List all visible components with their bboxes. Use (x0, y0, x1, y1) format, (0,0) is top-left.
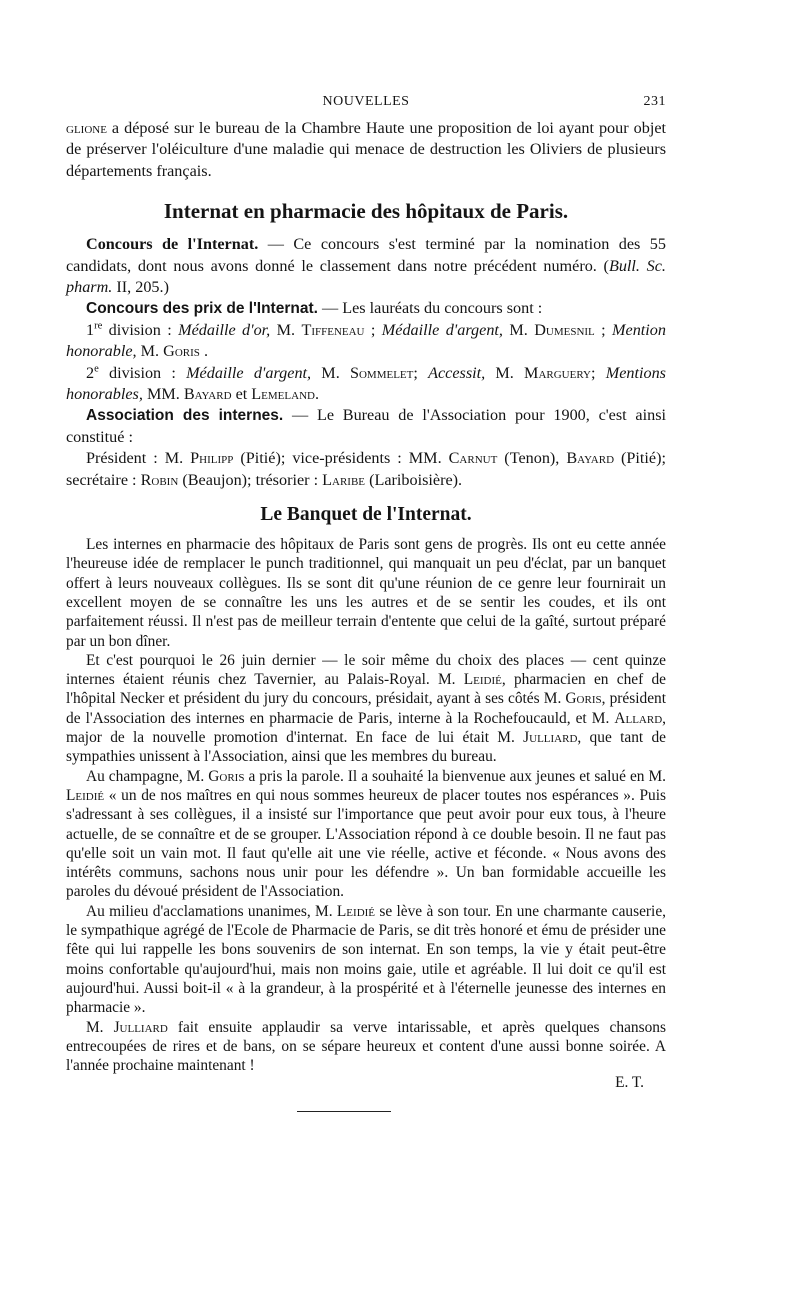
section-title-internat: Internat en pharmacie des hôpitaux de Paris. (163, 199, 569, 224)
person-name: Leidié (336, 902, 376, 920)
text: ; (364, 320, 382, 339)
division-2-sup: e (94, 363, 99, 375)
concours-heading: Concours de l'Internat. (86, 235, 259, 254)
text: , major de la nouvelle promotion d'internat. En face de lui était M. (66, 709, 666, 747)
text: M. (270, 320, 302, 339)
page-content (66, 94, 666, 1112)
text: « un de nos maîtres en qui nous sommes heureux de placer toutes nos espérances ». Puis s'adressant à ses collègues, il a insisté sur l'importance que peut avoir pour eux tous, à l'heure actuelle, de se connaître et de se grouper. L'Association répond à ce double besoin. Il ne faut pas qu'elle soit un vain mot. Il faut qu'elle ait une vie réelle, active et féconde. « Nous avons des intérêts communs, sachons nous unir pour les défendre ». Un ban formidable accueille les paroles du dévoué président de l'Association. (66, 786, 666, 901)
laureate-name: Goris (163, 342, 200, 361)
division-2-number: 2 (86, 363, 95, 382)
laureate-name: Marguery (524, 363, 592, 382)
prix-text: — Les lauréats du concours sont : (317, 299, 543, 318)
banquet-paragraph-3 (66, 767, 666, 902)
banquet-paragraph-1: Les internes en pharmacie des hôpitaux de Paris sont gens de progrès. Ils ont eu cette année l'heureuse idée de remplacer le punch traditionnel, qui manquait un peu d'éclat, par un banquet offert à leurs nouveaux collègues. Ils se sont dit qu'une réunion de ce genre leur fournirait un excellent moyen de se connaître les uns les autres et de se sentir les coudes, et ils ont parfaitement réussi. Il n'est pas de meilleur terrain d'entente que celui de la gaîté, surtout préparé par un bon dîner. (66, 536, 666, 650)
text: Au champagne, M. (86, 767, 209, 785)
accessit: Accessit, (428, 363, 486, 382)
division-1-sup: re (94, 320, 103, 332)
text: ; (594, 320, 613, 339)
intro-text: a déposé sur le bureau de la Chambre Haute une proposition de loi ayant pour objet de préserver l'oléiculture d'une maladie qui menace de destruction les Oliviers de plusieurs départements français. (66, 119, 666, 180)
text: Au milieu d'acclamations unanimes, M. (86, 902, 337, 920)
laureate-name: Dumesnil (534, 320, 595, 339)
person-name: Julliard (523, 729, 578, 747)
banquet-paragraph-4 (66, 902, 666, 1018)
page-number: 231 (643, 94, 666, 109)
person-name: Bayard (566, 449, 615, 468)
end-rule (297, 1111, 391, 1112)
medal-gold: Médaille d'or, (178, 320, 271, 339)
prix-paragraph (66, 298, 666, 319)
person-name: Julliard (113, 1018, 168, 1036)
text: (Pitié); vice-présidents : MM. (233, 449, 449, 468)
association-heading: Association des internes. (86, 407, 284, 425)
text: fait ensuite applaudir sa verve intarissable, et après quelques chansons entrecoupées de rires et de bans, on se sépare heureux et content d'une aussi bonne soirée. A l'année prochaine maintenant ! (66, 1018, 666, 1075)
laureate-name: Tiffeneau (301, 320, 365, 339)
text: M. (86, 1018, 114, 1036)
text: (Lariboisière). (365, 470, 463, 489)
medal-silver: Médaille d'argent, (186, 363, 312, 382)
text: se lève à son tour. En une charmante causerie, le sympathique agrégé de l'Ecole de Pharmacie de Paris, se dit très honoré et ému de présider une fête qui lui rappelle les bons souvenirs de son internat. En son temps, la vie y était peut-être moins confortable qu'aujourd'hui, mais non moins gaie, utile et agréable. Il lui doit ce qu'il est aujourd'hui. Aussi boit-il « à la grandeur, à la prospérité et à l'éternelle jeunesse des internes en pharmacie ». (66, 902, 667, 1017)
text: a pris la parole. Il a souhaité la bienvenue aux jeunes et salué en M. (244, 767, 667, 785)
banquet-paragraph-5 (66, 1018, 666, 1076)
person-name: Goris (208, 767, 245, 785)
concours-paragraph (66, 234, 666, 298)
text: M. (136, 342, 164, 361)
text: M. (502, 320, 535, 339)
signature: E. T. (615, 1074, 644, 1092)
text: (Pitié); secrétaire : (66, 449, 666, 489)
laureate-name: Sommelet (349, 363, 414, 382)
laureate-name: Lemeland (251, 385, 315, 404)
division-2-paragraph (66, 363, 666, 406)
person-name: Leidié (66, 786, 105, 804)
prix-heading: Concours des prix de l'Internat. (86, 300, 318, 318)
text: MM. (142, 385, 184, 404)
division-1-number: 1 (86, 320, 95, 339)
division-1-paragraph (66, 320, 666, 363)
text: Président : M. (86, 449, 191, 468)
person-name: Leidié (463, 671, 502, 689)
person-name: Laribe (322, 470, 366, 489)
text: . (199, 342, 208, 361)
text: (Tenon), (497, 449, 567, 468)
intro-paragraph (66, 118, 666, 182)
text: . (314, 385, 320, 404)
person-name: Allard (614, 709, 663, 727)
text: ; (591, 363, 606, 382)
bureau-paragraph (66, 448, 666, 491)
mentions-honorables: Mentions honorables, (66, 363, 666, 404)
person-name: Philipp (190, 449, 234, 468)
text: Et c'est pourquoi le 26 juin dernier — le soir même du choix des places — cent quinze internes étaient réunis chez Tavernier, au Palais-Royal. M. (66, 651, 666, 689)
person-name: Carnut (448, 449, 498, 468)
text: , pharmacien en chef de l'hôpital Necker et président du jury du concours, présidait, ayant à ses côtés M. (66, 671, 666, 708)
banquet-paragraph-2 (66, 651, 666, 767)
text: M. (311, 363, 350, 382)
laureate-name: Bayard (183, 385, 232, 404)
person-name: Goris (565, 690, 602, 708)
association-text: — Le Bureau de l'Association pour 1900, c'est ainsi constitué : (66, 406, 666, 446)
text: (Beaujon); trésorier : (178, 470, 323, 489)
medal-silver: Médaille d'argent, (381, 320, 503, 339)
section-news-top (66, 118, 666, 491)
person-name: Robin (140, 470, 179, 489)
division-1-label: division : (102, 320, 179, 339)
mention-honorable: Mention honorable, (66, 320, 666, 361)
text: , que tant de sympathies unissent à l'Association, ainsi que les membres du bureau. (66, 729, 666, 766)
concours-ref: Bull. Sc. pharm. (66, 256, 666, 297)
concours-tail: II, 205.) (112, 278, 169, 297)
intro-lead: glione (66, 119, 107, 137)
text: M. (485, 363, 525, 382)
association-paragraph (66, 405, 666, 448)
running-header (66, 94, 666, 118)
text: ; (413, 363, 429, 382)
concours-text: — Ce concours s'est terminé par la nomination des 55 candidats, dont nous avons donné le classement dans notre précédent numéro. ( (66, 235, 666, 275)
text: et (231, 385, 252, 404)
section-banquet (66, 535, 666, 1112)
running-title: NOUVELLES (322, 94, 410, 109)
section-title-banquet: Le Banquet de l'Internat. (260, 504, 472, 526)
text: , président de l'Association des internes en pharmacie de Paris, interne à la Rochefoucauld, et M. (66, 690, 666, 727)
division-2-label: division : (98, 363, 187, 382)
